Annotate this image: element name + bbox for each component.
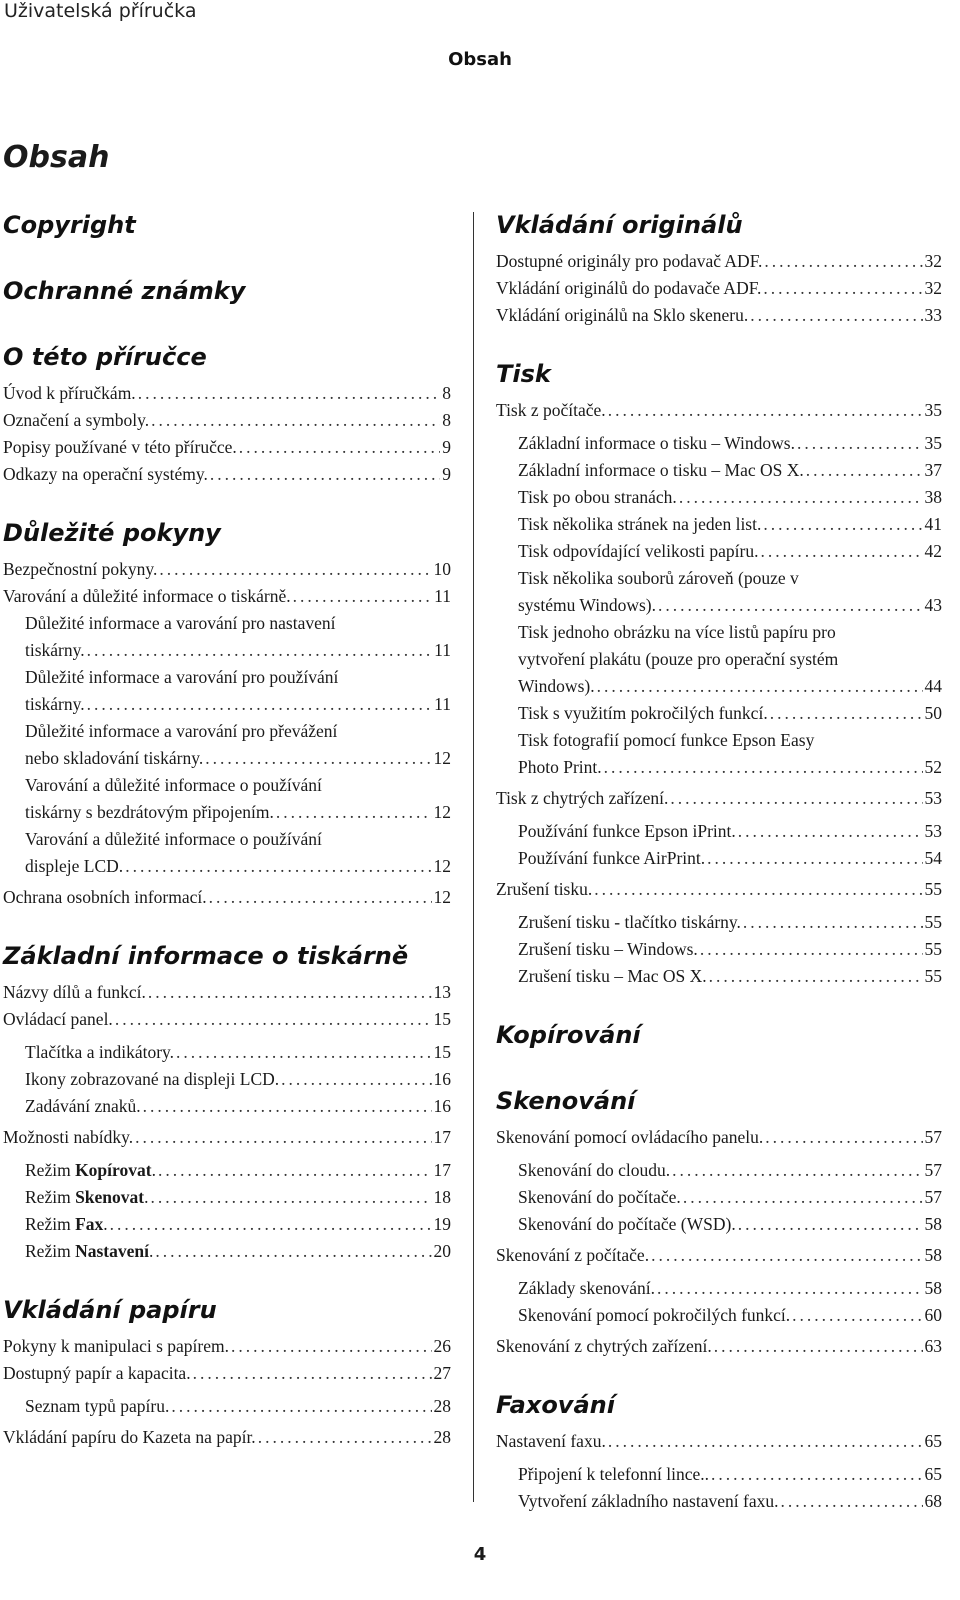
toc-entry[interactable] [3,884,451,911]
toc-entry-label: Zrušení tisku – Mac OS X. [518,966,707,986]
dot-leader [209,884,432,911]
toc-entry-label: Bezpečnostní pokyny. [3,559,158,579]
dot-leader [658,592,922,619]
toc-entry-page: 53 [924,821,942,841]
toc-entry-page: 68 [924,1491,942,1511]
dot-leader [683,1184,923,1211]
toc-entry[interactable] [496,1333,942,1360]
toc-entry-page: 12 [433,856,451,876]
toc-section [3,342,451,488]
toc-entry[interactable] [3,1333,451,1360]
toc-entry-page: 35 [924,433,942,453]
entry-prefix: Režim [25,1214,76,1234]
toc-entry-page: 16 [433,1096,451,1116]
toc-entry-page: 57 [924,1160,942,1180]
toc-entry-label: tiskárny. [25,640,85,660]
entry-prefix: Režim [25,1160,76,1180]
dot-leader [714,1333,923,1360]
toc-entry-page: 17 [433,1127,451,1147]
dot-leader [276,799,432,826]
dot-leader [87,691,433,718]
toc-entry-label: Skenování do počítače. [518,1187,681,1207]
toc-entry-label: tiskárny s bezdrátovým připojením. [25,802,274,822]
dot-leader [597,673,923,700]
toc-section [496,1390,942,1515]
toc-entry-page: 9 [442,464,451,484]
toc-entry-line: Varování a důležité informace o používání [25,775,322,795]
toc-entry[interactable] [3,434,451,461]
toc-entry[interactable] [496,275,942,302]
toc-entry-label: displeje LCD. [25,856,124,876]
dot-leader [125,853,431,880]
toc-entry[interactable] [3,1066,451,1093]
toc-entry-label [25,1238,153,1265]
section-heading[interactable]: Základní informace o tiskárně [3,942,409,970]
dot-leader [138,380,441,407]
dot-leader [143,1093,432,1120]
toc-entry-label [25,1157,156,1184]
toc-entry-page: 55 [924,879,942,899]
toc-entry-label: Odkazy na operační systémy. [3,464,208,484]
toc-entry-page: 19 [433,1214,451,1234]
toc-entry[interactable] [3,799,451,826]
toc-entry[interactable] [496,511,942,538]
toc-section [496,1020,942,1058]
page-number: 4 [473,1544,487,1565]
dot-leader [193,1360,432,1387]
dot-leader [155,1238,431,1265]
dot-leader [115,1006,432,1033]
toc-entry-page: 32 [924,251,942,271]
entry-suffix: . [103,1214,108,1234]
toc-entry[interactable] [496,592,942,619]
toc-entry-page: 65 [924,1431,942,1451]
toc-left-column [3,210,451,1481]
toc-entry-page: 8 [442,383,451,403]
section-heading[interactable]: Faxování [496,1391,615,1419]
dot-leader [738,1211,923,1238]
toc-section [496,359,942,990]
toc-entry[interactable] [496,1302,942,1329]
toc-entry-page: 12 [433,748,451,768]
dot-leader [764,248,922,275]
toc-entry[interactable] [3,1211,451,1238]
toc-entry-page: 11 [434,694,451,714]
toc-entry-line: Důležité informace a varování pro používání [25,667,339,687]
toc-entry-label: Vkládání originálů do podavače ADF. [496,278,762,298]
toc-entry[interactable] [496,484,942,511]
entry-bold-term: Fax [75,1214,104,1234]
toc-entry[interactable] [496,1211,942,1238]
toc-entry-page: 57 [924,1187,942,1207]
toc-entry-page: 8 [442,410,451,430]
dot-leader [700,936,923,963]
toc-entry-label: systému Windows). [518,595,657,615]
toc-entry-line: Tisk jednoho obrázku na více listů papíru pro [518,622,836,642]
entry-prefix: Režim [25,1187,76,1207]
dot-leader [171,1393,431,1420]
entry-list [496,1124,942,1360]
dot-leader [763,275,922,302]
toc-entry-label: Dostupný papír a kapacita. [3,1363,191,1383]
toc-entry-label [25,1184,148,1211]
toc-entry[interactable] [3,1039,451,1066]
toc-entry-label: Ikony zobrazované na displeji LCD. [25,1069,280,1089]
toc-entry[interactable] [496,754,942,781]
entry-bold-term: Kopírovat [75,1160,152,1180]
toc-entry-page: 37 [924,460,942,480]
section-heading[interactable]: O této příručce [3,343,207,371]
toc-entry-page: 35 [924,400,942,420]
dot-leader [765,1124,922,1151]
toc-entry-label: Nastavení faxu. [496,1431,606,1451]
toc-entry[interactable] [3,1093,451,1120]
toc-entry[interactable] [496,1275,942,1302]
toc-entry-label: Připojení k telefonní lince.. [518,1464,709,1484]
dot-leader [231,1333,431,1360]
toc-section [3,1295,451,1451]
toc-entry-page: 58 [924,1245,942,1265]
toc-entry-page: 57 [924,1127,942,1147]
toc-entry[interactable] [496,1157,942,1184]
toc-entry-label: Pokyny k manipulaci s papírem. [3,1336,230,1356]
entry-list [496,248,942,329]
toc-entry[interactable] [3,745,451,772]
section-heading[interactable]: Ochranné známky [3,277,246,305]
toc-entry-page: 58 [924,1278,942,1298]
dot-leader [763,511,922,538]
toc-entry[interactable] [496,936,942,963]
toc-entry-page: 12 [433,887,451,907]
toc-entry[interactable] [496,876,942,903]
toc-entry[interactable] [3,691,451,718]
running-header-section: Obsah [448,49,512,70]
toc-entry[interactable] [496,963,942,990]
toc-entry-label: Windows). [518,676,595,696]
toc-entry-page: 41 [924,514,942,534]
toc-entry[interactable] [496,457,942,484]
toc-entry-label: Názvy dílů a funkcí. [3,982,146,1002]
toc-entry[interactable] [496,1461,942,1488]
dot-leader [743,909,923,936]
dot-leader [604,754,923,781]
toc-entry-label: Tisk po obou stranách. [518,487,677,507]
toc-entry-page: 9 [442,437,451,457]
dot-leader [738,818,923,845]
dot-leader [239,434,440,461]
dot-leader [707,845,922,872]
entry-list [3,1333,451,1451]
toc-entry-label: Vytvoření základního nastavení faxu. [518,1491,779,1511]
dot-leader [594,876,922,903]
toc-entry[interactable] [3,1157,451,1184]
toc-entry-label: Skenování do počítače (WSD). [518,1214,736,1234]
toc-entry-line: Důležité informace a varování pro převážení [25,721,338,741]
section-heading[interactable]: Vkládání originálů [496,211,743,239]
dot-leader [651,1242,922,1269]
toc-entry-label: Zadávání znaků. [25,1096,141,1116]
toc-entry-page: 16 [433,1069,451,1089]
toc-entry-page: 11 [434,640,451,660]
dot-leader [150,1184,431,1211]
toc-entry-label: Zrušení tisku. [496,879,593,899]
toc-entry-page: 28 [433,1427,451,1447]
toc-entry[interactable] [496,818,942,845]
section-heading[interactable]: Tisk [496,360,551,388]
toc-entry[interactable] [3,380,451,407]
toc-entry-page: 26 [433,1336,451,1356]
toc-entry-label: Skenování z chytrých zařízení. [496,1336,712,1356]
toc-entry-label: Tisk z chytrých zařízení. [496,788,669,808]
column-divider [473,212,474,1502]
toc-entry[interactable] [3,1238,451,1265]
toc-entry-label: Ovládací panel. [3,1009,113,1029]
toc-entry-page: 55 [924,912,942,932]
section-heading[interactable]: Skenování [496,1087,636,1115]
section-heading[interactable]: Kopírování [496,1021,641,1049]
toc-entry-label: Označení a symboly. [3,410,150,430]
toc-entry-page: 11 [434,586,451,606]
toc-entry-label: Skenování do cloudu. [518,1160,671,1180]
toc-entry-page: 15 [433,1042,451,1062]
toc-entry-page: 58 [924,1214,942,1234]
toc-entry-label: Tisk s využitím pokročilých funkcí. [518,703,768,723]
toc-entry-page: 65 [924,1464,942,1484]
toc-entry[interactable] [496,1124,942,1151]
toc-section [3,210,451,248]
dot-leader [608,397,923,424]
toc-entry-label: Tisk z počítače. [496,400,606,420]
toc-entry-line: Varování a důležité informace o používání [25,829,322,849]
toc-entry-page: 17 [433,1160,451,1180]
toc-entry-label: Seznam typů papíru. [25,1396,170,1416]
toc-entry-page: 55 [924,966,942,986]
toc-entry-label: Popisy používané v této příručce. [3,437,237,457]
toc-entry-label: Možnosti nabídky. [3,1127,134,1147]
toc-entry[interactable] [496,302,942,329]
toc-entry-label: Tlačítka a indikátory. [25,1042,175,1062]
toc-entry[interactable] [496,845,942,872]
toc-entry-page: 44 [924,676,942,696]
toc-entry-label: Skenování z počítače. [496,1245,650,1265]
toc-entry[interactable] [3,583,451,610]
page-title: Obsah [3,140,110,175]
toc-entry-label: Varování a důležité informace o tiskárně. [3,586,291,606]
toc-entry[interactable] [3,407,451,434]
toc-entry[interactable] [496,430,942,457]
dot-leader [670,785,922,812]
toc-entry[interactable] [496,1242,942,1269]
toc-entry-page: 38 [924,487,942,507]
entry-bold-term: Nastavení [75,1241,149,1261]
toc-entry-page: 63 [924,1336,942,1356]
entry-suffix: . [148,1241,154,1261]
dot-leader [210,461,440,488]
toc-entry-label: Používání funkce Epson iPrint. [518,821,736,841]
toc-entry-label: Základy skenování. [518,1278,656,1298]
dot-leader [281,1066,431,1093]
toc-entry-page: 15 [433,1009,451,1029]
toc-entry-label: Zrušení tisku – Windows. [518,939,698,959]
dot-leader [293,583,432,610]
toc-entry-page: 50 [924,703,942,723]
toc-entry-label: Dostupné originály pro podavač ADF. [496,251,763,271]
toc-entry[interactable] [496,1488,942,1515]
entry-list [496,1428,942,1515]
section-heading[interactable]: Copyright [3,211,136,239]
toc-entry-label: tiskárny. [25,694,85,714]
dot-leader [709,963,923,990]
toc-entry[interactable] [3,853,451,880]
dot-leader [657,1275,922,1302]
toc-entry-page: 27 [433,1363,451,1383]
toc-section [3,518,451,911]
toc-entry-page: 12 [433,802,451,822]
toc-entry-label [25,1211,108,1238]
toc-entry[interactable] [3,979,451,1006]
toc-entry-line: Tisk fotografií pomocí funkce Epson Easy [518,730,815,750]
toc-entry-page: 10 [433,559,451,579]
dot-leader [135,1124,431,1151]
dot-leader [205,745,431,772]
toc-entry[interactable] [3,637,451,664]
dot-leader [159,556,431,583]
toc-entry-label: Základní informace o tisku – Mac OS X. [518,460,804,480]
toc-entry-page: 54 [924,848,942,868]
dot-leader [87,637,433,664]
toc-entry-label: Photo Print. [518,757,602,777]
dot-leader [792,1302,922,1329]
toc-entry-label: Vkládání papíru do Kazeta na papír. [3,1427,256,1447]
toc-entry[interactable] [3,461,451,488]
document-title: Uživatelská příručka [4,0,197,22]
dot-leader [711,1461,923,1488]
toc-entry-page: 32 [924,278,942,298]
toc-entry[interactable] [3,1360,451,1387]
toc-entry[interactable] [496,248,942,275]
dot-leader [760,538,922,565]
dot-leader [797,430,923,457]
entry-list [3,380,451,488]
toc-entry-label: Skenování pomocí ovládacího panelu. [496,1127,764,1147]
toc-entry-label: Základní informace o tisku – Windows. [518,433,795,453]
toc-entry[interactable] [3,1393,451,1420]
dot-leader [679,484,923,511]
toc-section [496,210,942,329]
toc-entry[interactable] [3,1184,451,1211]
dot-leader [151,407,440,434]
dot-leader [148,979,432,1006]
entry-suffix: . [144,1187,149,1207]
entry-list [3,556,451,911]
dot-leader [158,1157,432,1184]
toc-entry[interactable] [3,556,451,583]
toc-entry[interactable] [496,700,942,727]
toc-entry[interactable] [3,1124,451,1151]
dot-leader [780,1488,922,1515]
toc-entry[interactable] [496,673,942,700]
toc-entry[interactable] [3,1006,451,1033]
toc-entry[interactable] [496,538,942,565]
toc-entry[interactable] [496,397,942,424]
toc-entry[interactable] [3,1424,451,1451]
entry-bold-term: Skenovat [75,1187,145,1207]
toc-entry-label: nebo skladování tiskárny. [25,748,204,768]
toc-entry-page: 53 [924,788,942,808]
entry-list [3,979,451,1265]
toc-right-column [496,210,942,1545]
dot-leader [770,700,923,727]
dot-leader [608,1428,923,1455]
dot-leader [258,1424,432,1451]
section-heading[interactable]: Vkládání papíru [3,1296,217,1324]
toc-entry-page: 13 [433,982,451,1002]
toc-section [3,941,451,1265]
toc-entry-line: Tisk několika souborů zároveň (pouze v [518,568,799,588]
toc-entry-label: Používání funkce AirPrint. [518,848,706,868]
toc-entry-page: 28 [433,1396,451,1416]
entry-list [496,397,942,990]
toc-section [496,1086,942,1360]
entry-prefix: Režim [25,1241,76,1261]
dot-leader [176,1039,431,1066]
toc-entry-label: Úvod k příručkám. [3,383,136,403]
toc-entry-page: 52 [924,757,942,777]
dot-leader [750,302,922,329]
toc-entry-label: Vkládání originálů na Sklo skeneru. [496,305,749,325]
toc-entry-label: Zrušení tisku - tlačítko tiskárny. [518,912,741,932]
toc-entry-page: 55 [924,939,942,959]
dot-leader [672,1157,922,1184]
toc-entry-page: 20 [433,1241,451,1261]
dot-leader [110,1211,432,1238]
toc-entry-label: Tisk několika stránek na jeden list. [518,514,762,534]
toc-entry-page: 33 [924,305,942,325]
toc-entry[interactable] [496,785,942,812]
toc-entry[interactable] [496,1184,942,1211]
toc-entry-line: vytvoření plakátu (pouze pro operační systém [518,649,839,669]
toc-entry-page: 42 [924,541,942,561]
section-heading[interactable]: Důležité pokyny [3,519,221,547]
toc-entry-label: Skenování pomocí pokročilých funkcí. [518,1305,791,1325]
toc-entry-line: Důležité informace a varování pro nastavení [25,613,336,633]
toc-entry-page: 18 [433,1187,451,1207]
toc-entry[interactable] [496,909,942,936]
toc-entry-label: Tisk odpovídající velikosti papíru. [518,541,759,561]
toc-entry-page: 43 [924,595,942,615]
toc-entry[interactable] [496,1428,942,1455]
toc-entry-page: 60 [924,1305,942,1325]
toc-section [3,276,451,314]
entry-suffix: . [151,1160,156,1180]
toc-entry-label: Ochrana osobních informací. [3,887,207,907]
dot-leader [806,457,923,484]
